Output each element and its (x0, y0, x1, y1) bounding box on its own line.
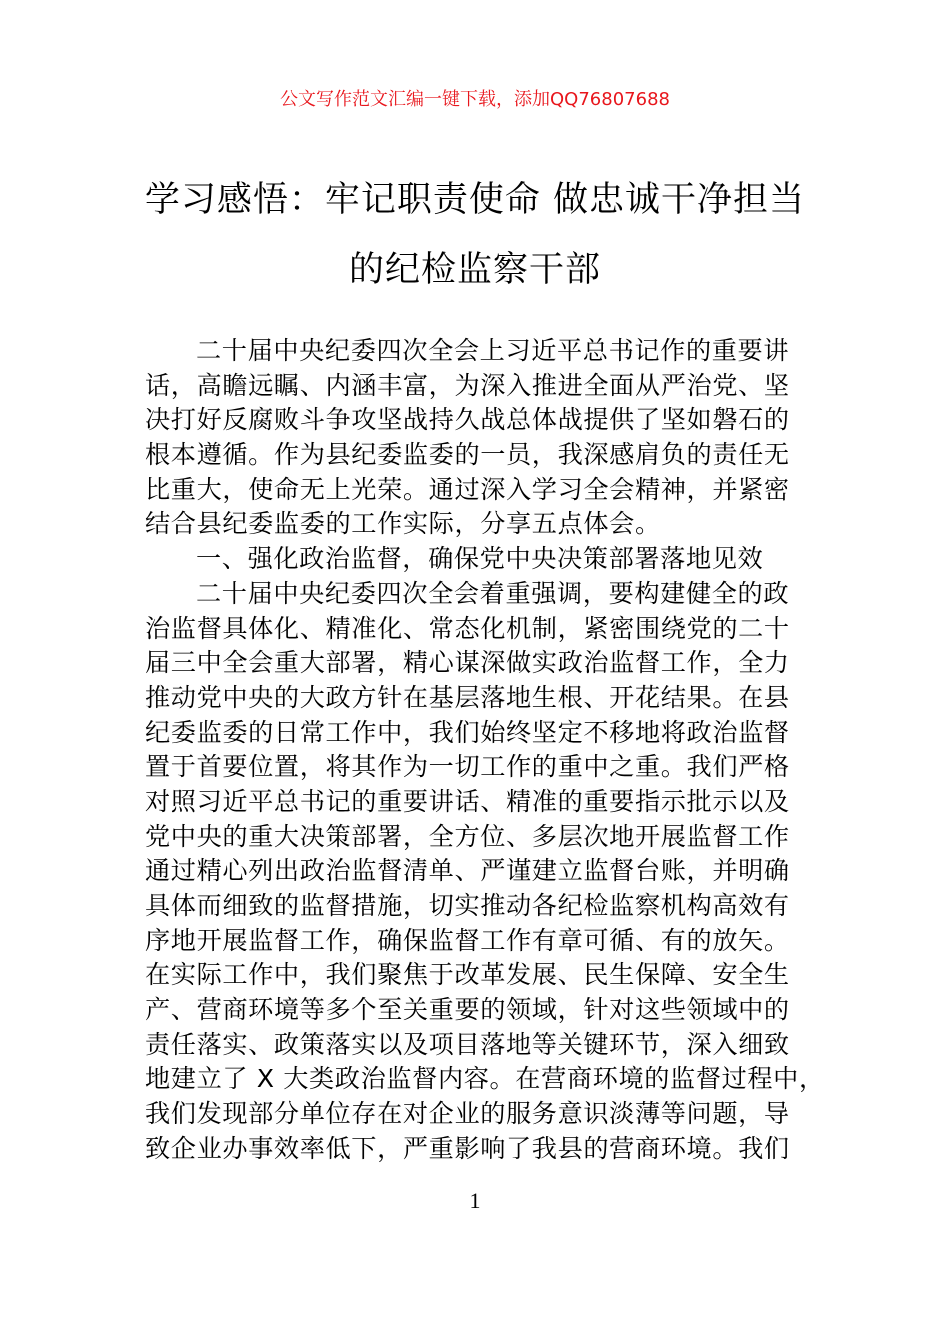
text-line: 党中央的重大决策部署，全方位、多层次地开展监督工作 (145, 821, 790, 851)
text-line: 置于首要位置，将其作为一切工作的重中之重。我们严格 (145, 752, 790, 782)
promo-header: 公文写作范文汇编一键下载，添加QQ76807688 (280, 89, 670, 110)
text-line: 产、营商环境等多个至关重要的领域，针对这些领域中的 (145, 995, 790, 1025)
document-title-line-1: 学习感悟：牢记职责使命 做忠诚干净担当 (144, 180, 806, 220)
text-line: 话，高瞻远瞩、内涵丰富，为深入推进全面从严治党、坚 (145, 370, 790, 400)
text-line: 推动党中央的大政方针在基层落地生根、开花结果。在县 (145, 682, 790, 712)
text-line: 序地开展监督工作，确保监督工作有章可循、有的放矢。 (145, 925, 790, 955)
document-body (145, 334, 825, 1167)
text-line: 地建立了 X 大类政治监督内容。在营商环境的监督过程中， (145, 1064, 825, 1094)
text-line: 对照习近平总书记的重要讲话、精准的重要指示批示以及 (145, 786, 790, 816)
text-line: 我们发现部分单位存在对企业的服务意识淡薄等问题，导 (145, 1099, 790, 1129)
text-line: 通过精心列出政治监督清单、严谨建立监督台账，并明确 (145, 856, 790, 886)
text-line: 治监督具体化、精准化、常态化机制，紧密围绕党的二十 (145, 613, 790, 643)
text-line: 致企业办事效率低下，严重影响了我县的营商环境。我们 (145, 1133, 790, 1163)
paragraph (145, 577, 825, 1167)
text-line: 责任落实、政策落实以及项目落地等关键环节，深入细致 (145, 1029, 790, 1059)
text-line: 结合县纪委监委的工作实际，分享五点体会。 (145, 509, 661, 539)
text-line: 具体而细致的监督措施，切实推动各纪检监察机构高效有 (145, 891, 790, 920)
text-line: 一、强化政治监督，确保党中央决策部署落地见效 (196, 544, 764, 574)
page-number: 1 (469, 1188, 481, 1213)
document-title-line-2: 的纪检监察干部 (348, 250, 601, 290)
text-line: 在实际工作中，我们聚焦于改革发展、民生保障、安全生 (145, 960, 790, 990)
paragraph (145, 334, 825, 542)
text-line: 二十届中央纪委四次全会上习近平总书记作的重要讲 (196, 336, 790, 365)
text-line: 比重大，使命无上光荣。通过深入学习全会精神，并紧密 (145, 474, 790, 504)
text-line: 根本遵循。作为县纪委监委的一员，我深感肩负的责任无 (145, 440, 790, 470)
text-line: 决打好反腐败斗争攻坚战持久战总体战提供了坚如磐石的 (145, 405, 790, 435)
text-line: 二十届中央纪委四次全会着重强调，要构建健全的政 (196, 578, 790, 608)
text-line: 届三中全会重大部署，精心谋深做实政治监督工作，全力 (145, 648, 790, 678)
section-heading (145, 542, 825, 577)
text-line: 纪委监委的日常工作中，我们始终坚定不移地将政治监督 (145, 717, 790, 747)
